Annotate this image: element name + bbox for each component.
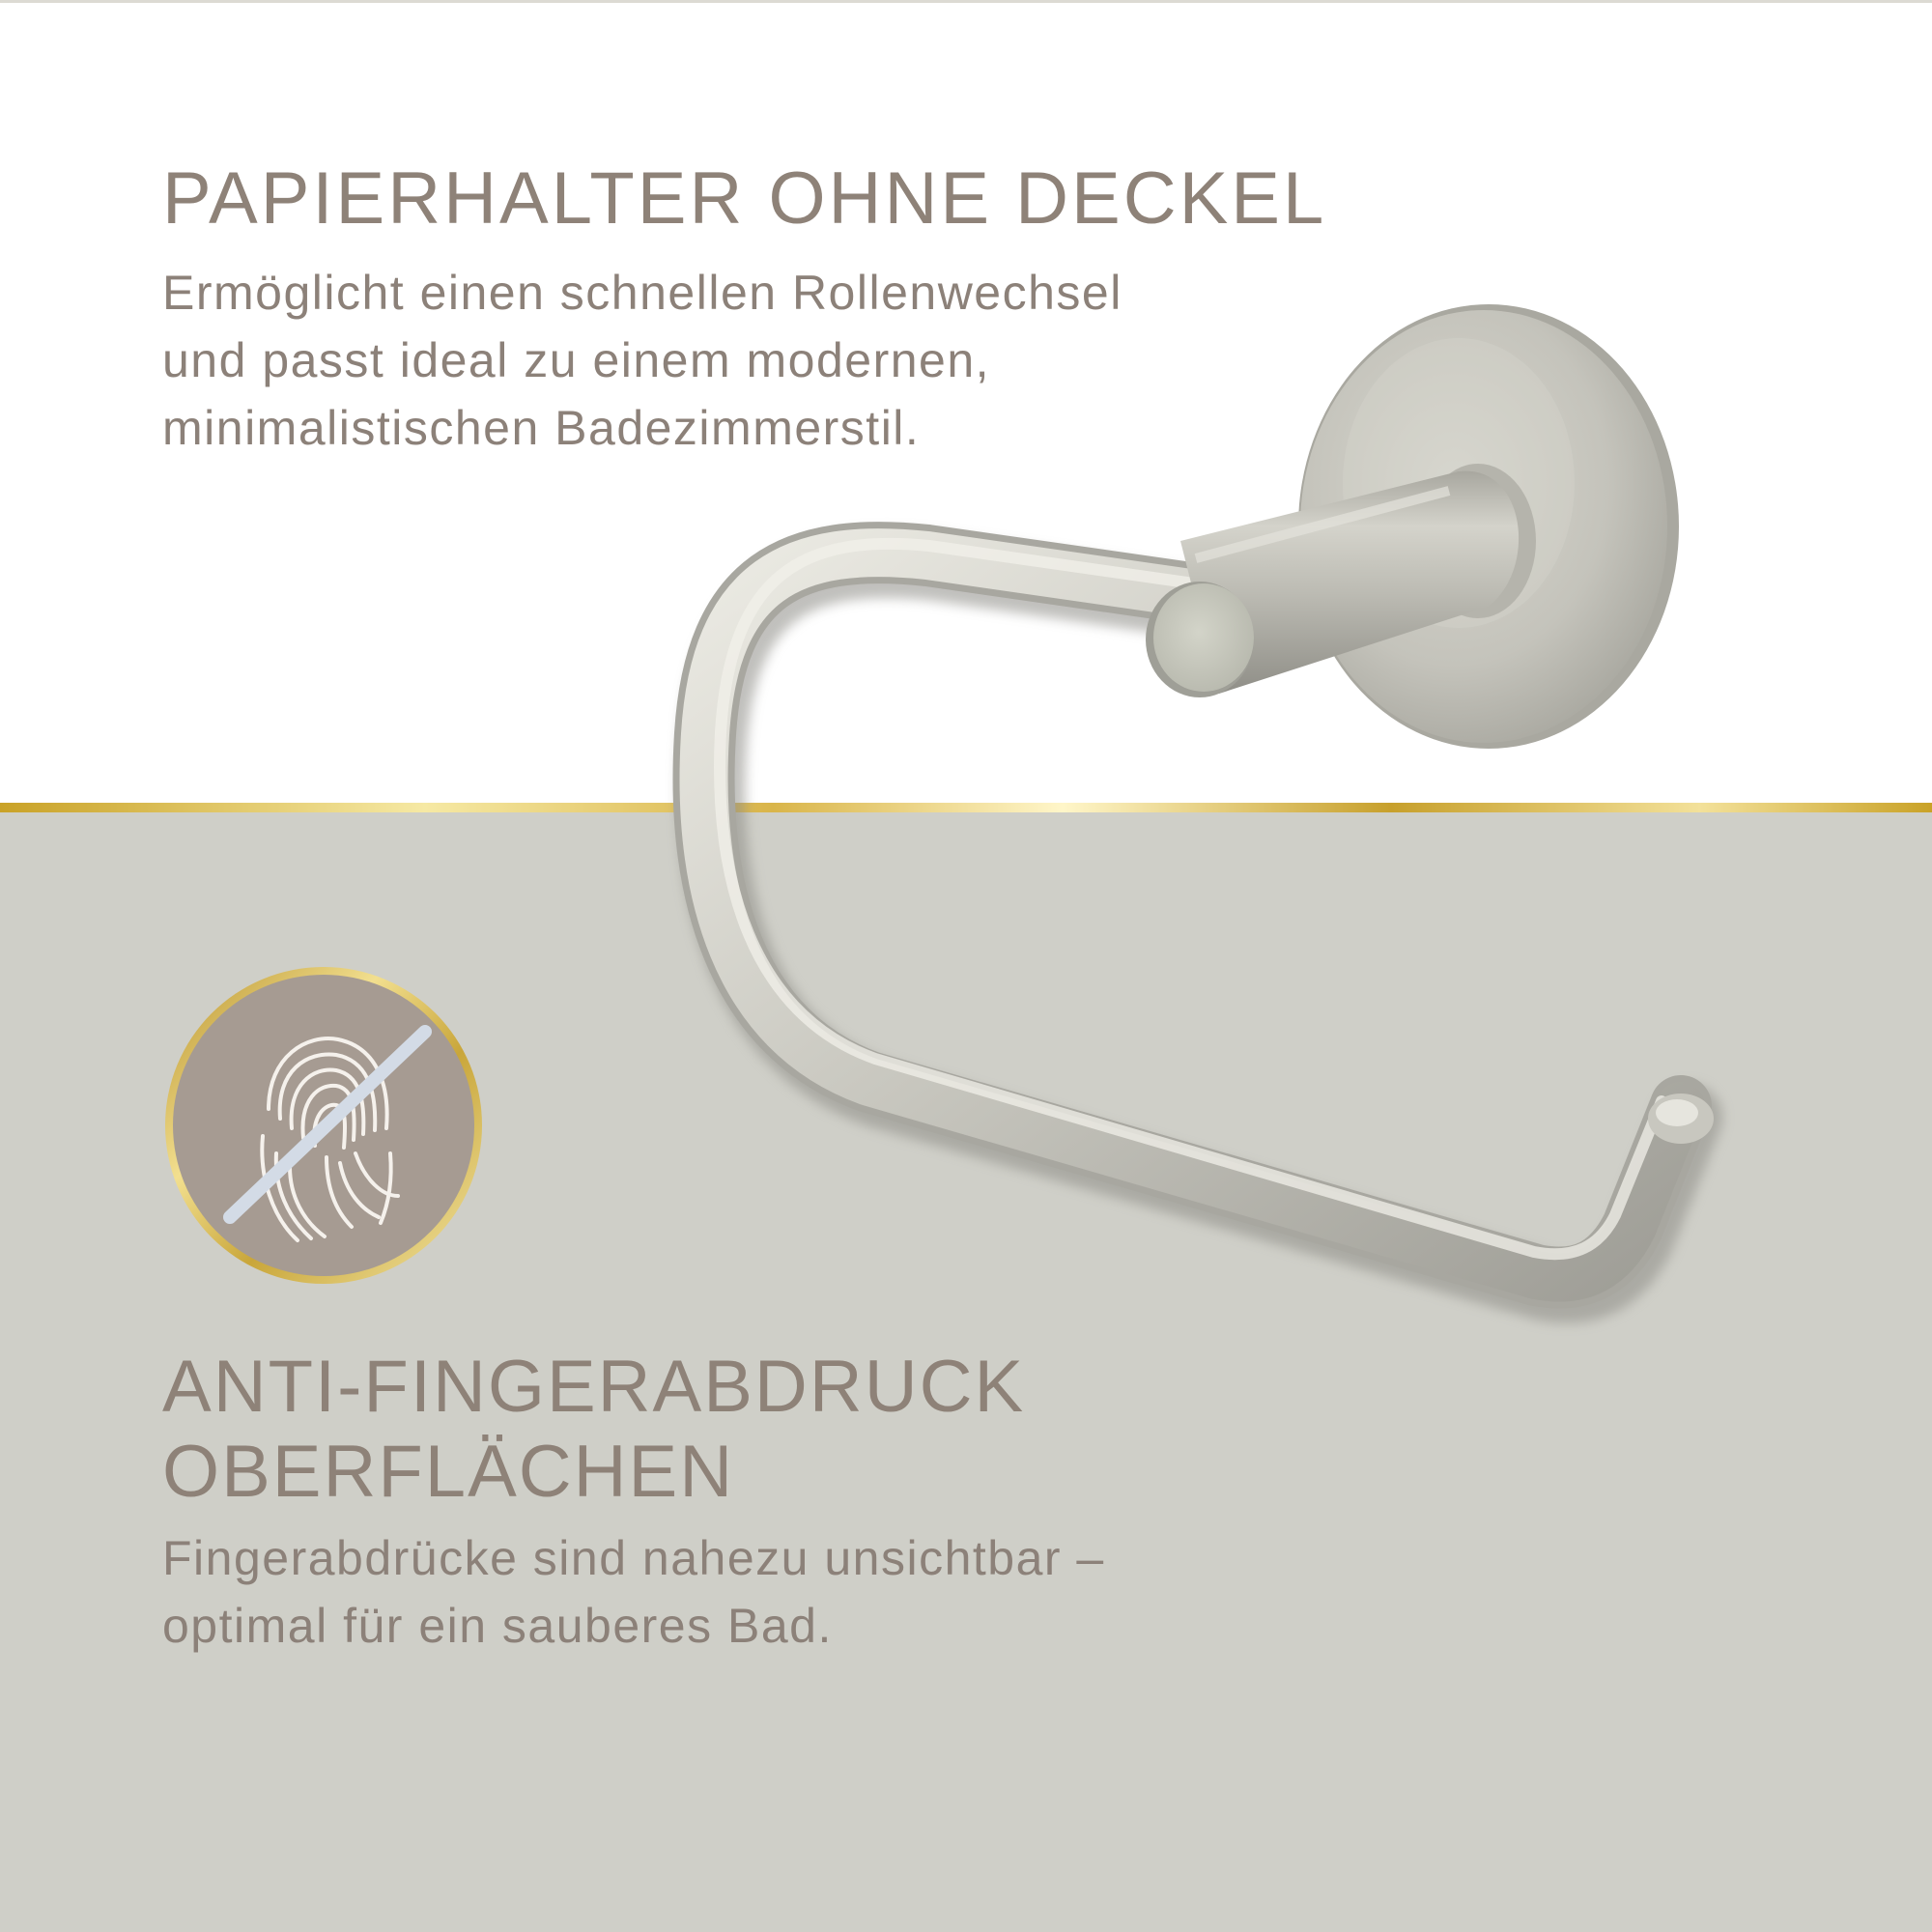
heading-line: OBERFLÄCHEN xyxy=(162,1431,735,1513)
description-line: optimal für ein sauberes Bad. xyxy=(162,1599,833,1653)
feature-description-top xyxy=(162,259,1122,462)
feature-heading-top: PAPIERHALTER OHNE DECKEL xyxy=(162,157,1327,240)
description-line: und passt ideal zu einem modernen, xyxy=(162,333,991,387)
no-fingerprint-icon xyxy=(162,964,485,1287)
description-line: minimalistischen Badezimmerstil. xyxy=(162,401,921,455)
heading-line: ANTI-FINGERABDRUCK xyxy=(162,1346,1026,1428)
description-line: Fingerabdrücke sind nahezu unsichtbar – xyxy=(162,1531,1105,1585)
description-line: Ermöglicht einen schnellen Rollenwechsel xyxy=(162,266,1122,320)
feature-heading-bottom xyxy=(162,1345,1025,1515)
feature-description-bottom xyxy=(162,1524,1105,1660)
